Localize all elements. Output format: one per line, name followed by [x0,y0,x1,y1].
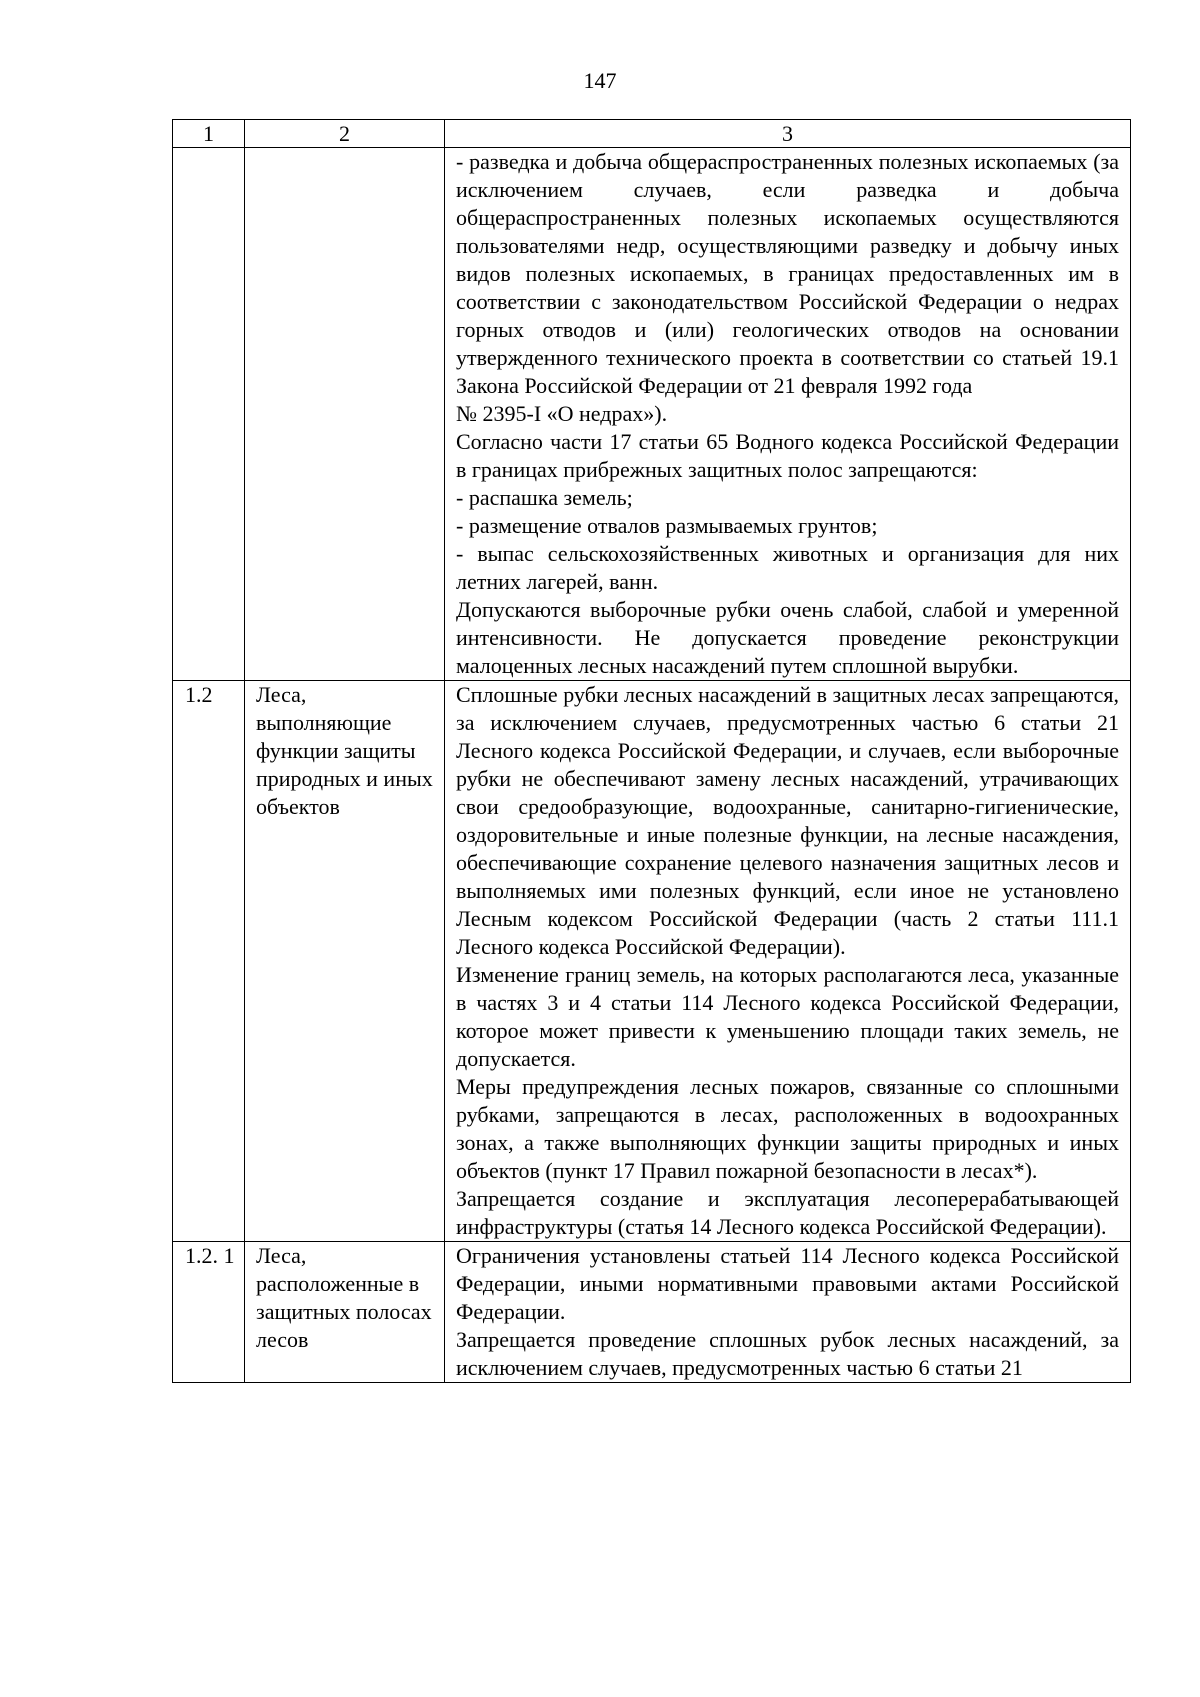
paragraph: Запрещается создание и эксплуатация лесоперерабатывающей инфраструктуры (статья 14 Лесного кодекса Российской Федерации). [456,1186,1119,1239]
header-col-3: 3 [445,120,1131,148]
row-category [245,148,445,681]
row-restrictions [445,148,1131,681]
row-number: 1.2. 1 [173,1242,245,1383]
paragraph: - размещение отвалов размываемых грунтов; [456,513,878,538]
row-category: Леса, расположенные в защитных полосах лесов [245,1242,445,1383]
paragraph: № 2395-I «О недрах»). [456,401,668,426]
page-number: 147 [583,68,617,93]
row-number [173,148,245,681]
paragraph: Изменение границ земель, на которых располагаются леса, указанные в частях 3 и 4 статьи 114 Лесного кодекса Российской Федерации, которое может привести к уменьшению площади таких земель, не допускается. [456,962,1119,1071]
paragraph: Допускаются выборочные рубки очень слабой, слабой и умеренной интенсивности. Не допускается проведение реконструкции малоценных лесных насаждений путем сплошной вырубки. [456,597,1119,678]
paragraph: Ограничения установлены статьей 114 Лесного кодекса Российской Федерации, иными нормативными правовыми актами Российской Федерации. [456,1243,1119,1324]
paragraph: Запрещается проведение сплошных рубок лесных насаждений, за исключением случаев, предусмотренных частью 6 статьи 21 [456,1327,1119,1380]
paragraph: - разведка и добыча общераспространенных полезных ископаемых (за исключением случаев, если разведка и добыча общераспространенных полезных ископаемых осуществляются пользователями недр, осуществляющими разведку и добычу иных видов полезных ископаемых, в границах предоставленных им в соответствии с законодательством Российской Федерации о недрах горных отводов и (или) геологических отводов на основании утвержденного технического проекта в соответствии со статьей 19.1 Закона Российской Федерации от 21 февраля 1992 года [456,149,1119,398]
restrictions-table [172,119,1131,1383]
paragraph: - выпас сельскохозяйственных животных и организация для них летних лагерей, ванн. [456,541,1119,594]
header-col-1: 1 [173,120,245,148]
table-row [173,1242,1131,1383]
row-number: 1.2 [173,681,245,1242]
table-header-row [173,120,1131,148]
table-row [173,148,1131,681]
paragraph: - распашка земель; [456,485,633,510]
paragraph: Сплошные рубки лесных насаждений в защитных лесах запрещаются, за исключением случаев, предусмотренных частью 6 статьи 21 Лесного кодекса Российской Федерации, и случаев, если выборочные рубки не обеспечивают замену лесных насаждений, утрачивающих свои средообразующие, водоохранные, санитарно-гигиенические, оздоровительные и иные полезные функции, на лесные насаждения, обеспечивающие сохранение целевого назначения защитных лесов и выполняемых ими полезных функций, если иное не установлено Лесным кодексом Российской Федерации (часть 2 статьи 111.1 Лесного кодекса Российской Федерации). [456,682,1119,959]
paragraph: Меры предупреждения лесных пожаров, связанные со сплошными рубками, запрещаются в лесах, расположенных в водоохранных зонах, а также выполняющих функции защиты природных и иных объектов (пункт 17 Правил пожарной безопасности в лесах*). [456,1074,1119,1183]
header-col-2: 2 [245,120,445,148]
row-restrictions [445,1242,1131,1383]
table-row [173,681,1131,1242]
paragraph: Согласно части 17 статьи 65 Водного кодекса Российской Федерации в границах прибрежных защитных полос запрещаются: [456,429,1119,482]
row-category: Леса, выполняющие функции защиты природных и иных объектов [245,681,445,1242]
row-restrictions [445,681,1131,1242]
